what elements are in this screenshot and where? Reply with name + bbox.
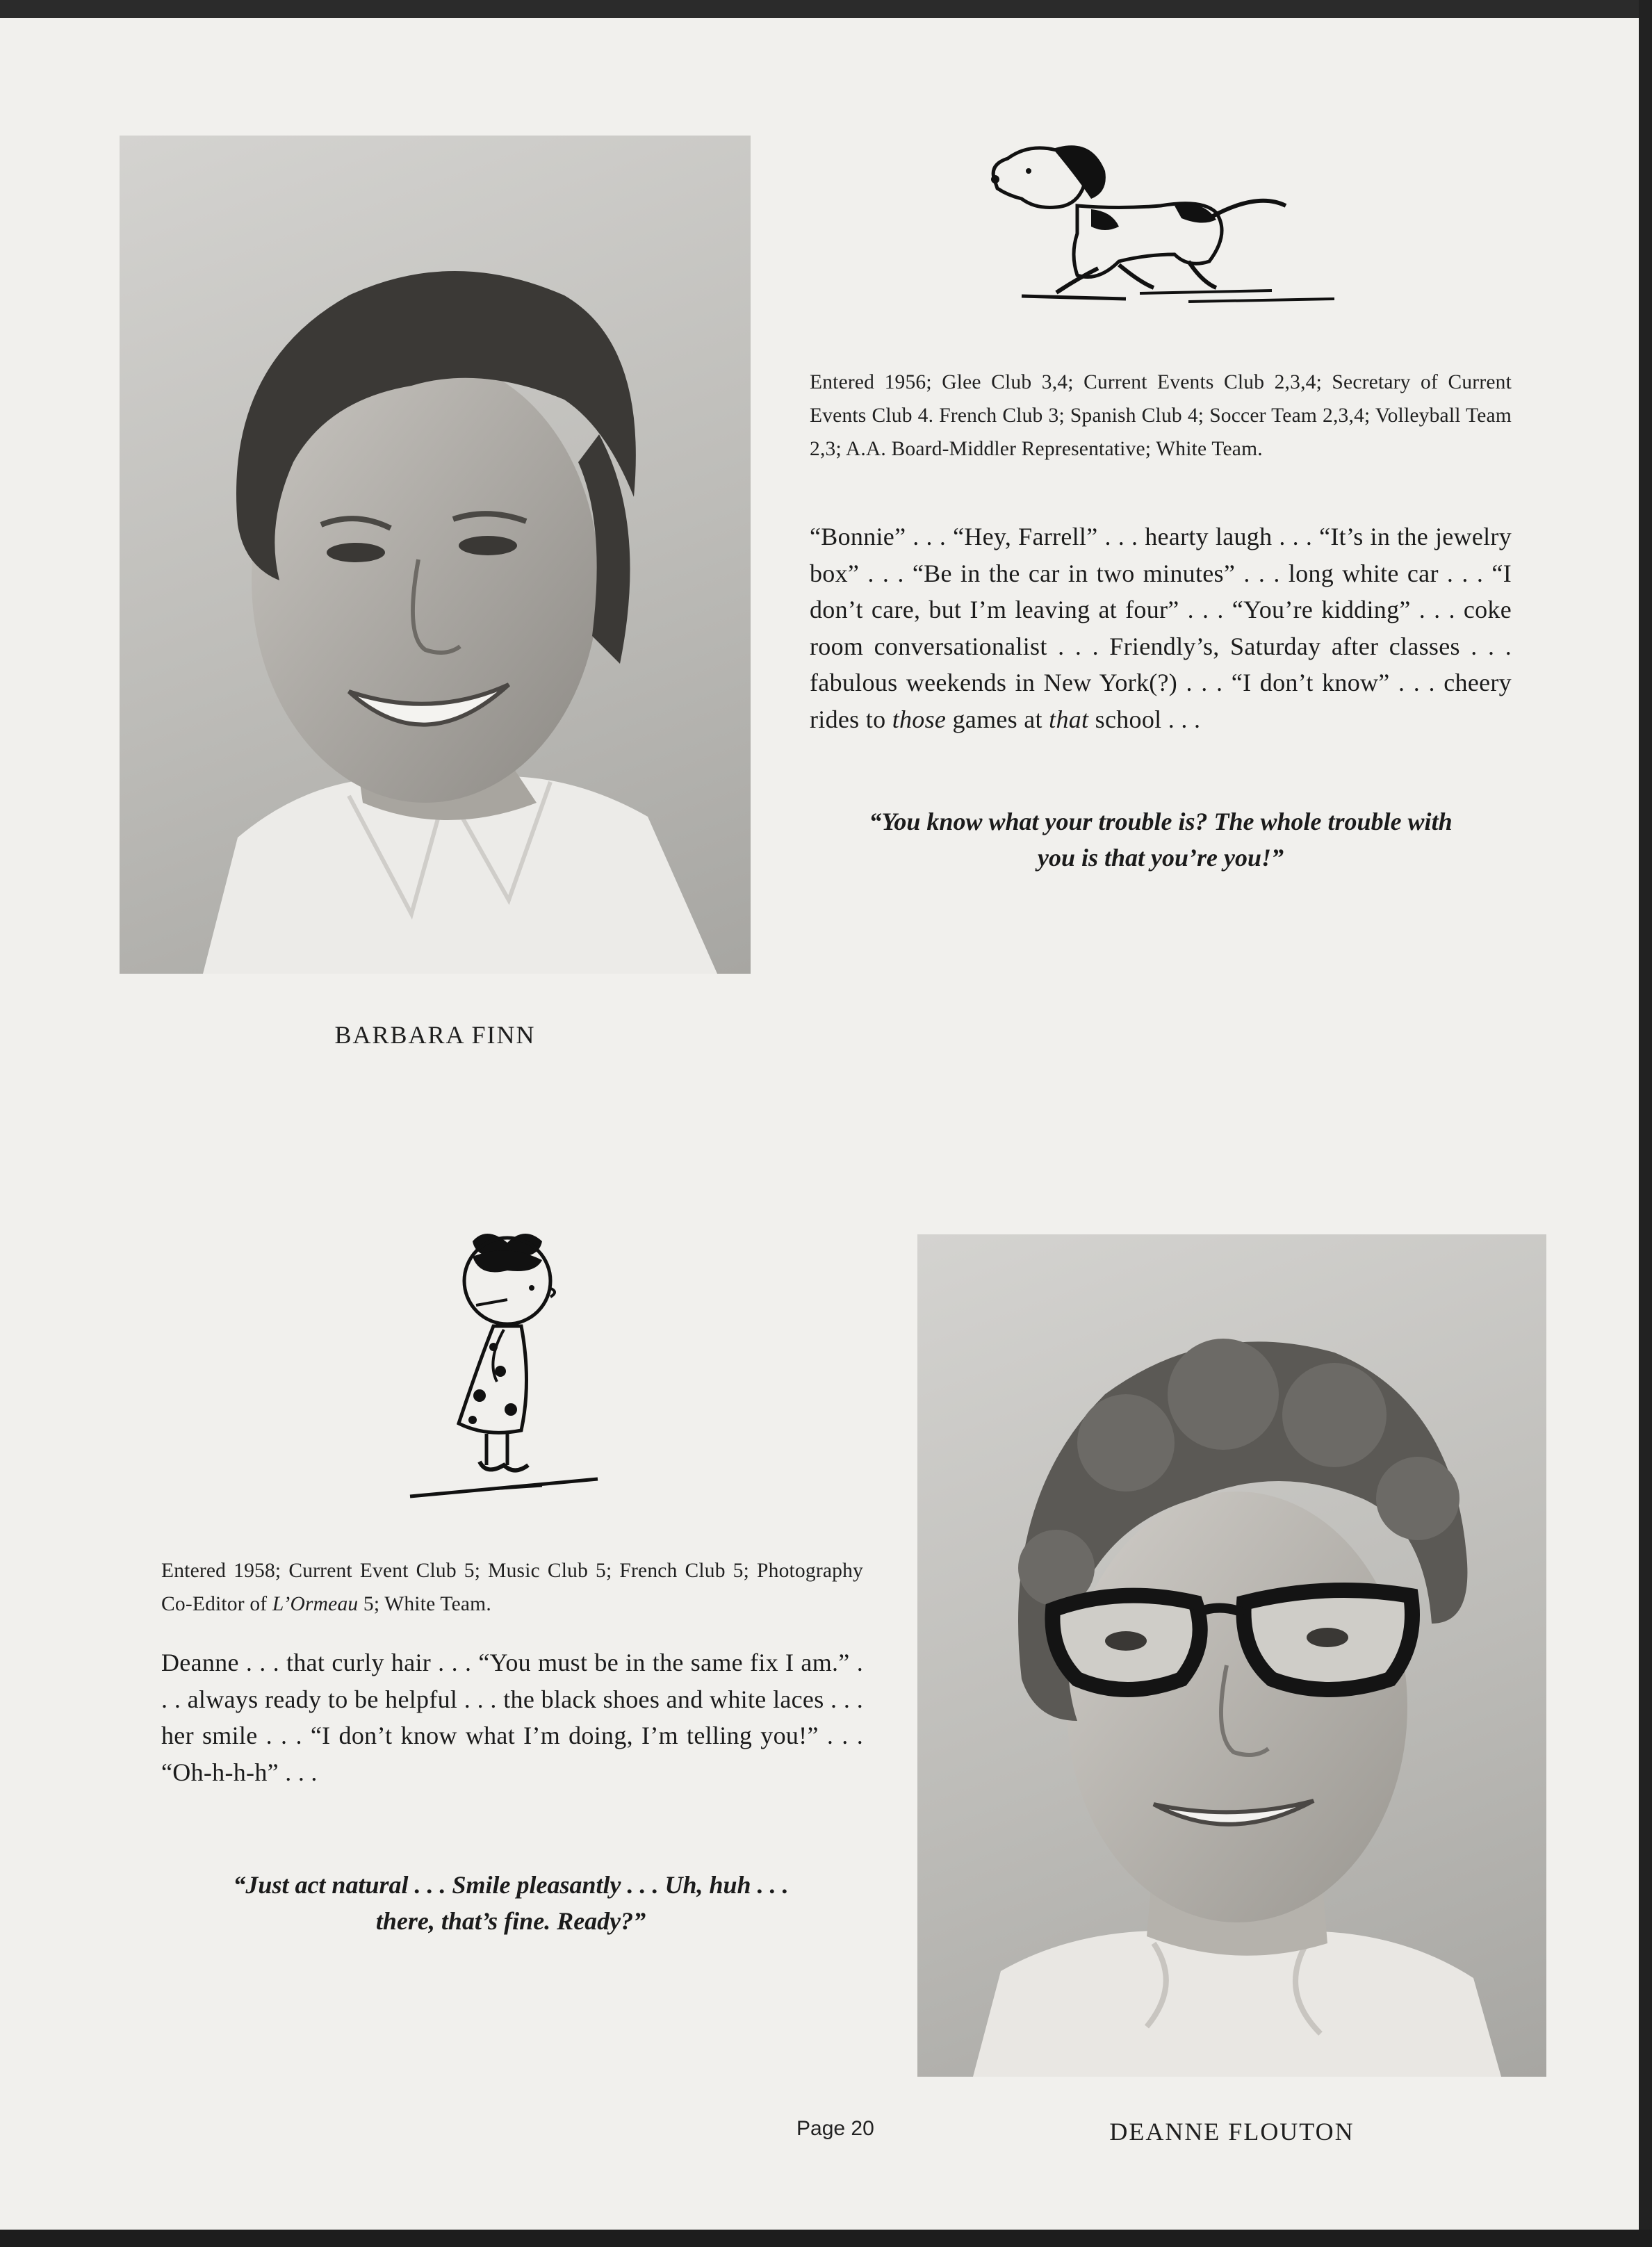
girl-cartoon-icon — [403, 1222, 605, 1535]
yearbook-page — [0, 18, 1639, 2230]
portrait-photo-deanne-flouton — [917, 1234, 1546, 2077]
quote-line-2: there, that’s fine. Ready?” — [375, 1907, 646, 1935]
activities-text-part1: Entered 1958; Current Event Club 5; Music Club 5; French Club 5; Photography Co-Editor of — [161, 1560, 863, 1615]
running-dog-icon — [980, 129, 1341, 310]
student-name-deanne-flouton: DEANNE FLOUTON — [1109, 2118, 1355, 2146]
page-number: Page 20 — [796, 2117, 874, 2140]
activities-text-part2: 5; White Team. — [358, 1593, 491, 1615]
memories-text-part3: school . . . — [1088, 705, 1201, 733]
scan-edge-right — [1639, 0, 1652, 2247]
memories-emphasis-1: those — [892, 705, 947, 733]
memories-text-part2: games at — [946, 705, 1049, 733]
memories-barbara-finn — [810, 518, 1512, 737]
memories-emphasis-2: that — [1049, 705, 1089, 733]
quote-line-1: “You know what your trouble is? The whole trouble with — [869, 808, 1453, 835]
scan-edge-bottom — [0, 2230, 1652, 2247]
memories-text-part1: “Bonnie” . . . “Hey, Farrell” . . . hearty laugh . . . “It’s in the jewelry box” . . . “Be in the car in two minutes” . . . long white car . . . “I don’t care, but I’m leaving at four” . . . “You’re kidding” . . . coke room conversationalist . . . Friendly’s, Saturday after classes . . . fabulous weekends in New York(?) . . . “I don’t know” . . . cheery rides to — [810, 523, 1512, 733]
student-name-barbara-finn: BARBARA FINN — [334, 1021, 536, 1049]
quote-deanne-flouton — [146, 1867, 876, 1939]
activities-emphasis: L’Ormeau — [272, 1593, 359, 1615]
quote-line-2: you is that you’re you!” — [1037, 844, 1284, 872]
memories-deanne-flouton: Deanne . . . that curly hair . . . “You must be in the same fix I am.” . . . always ready to be helpful . . . the black shoes and white laces . . . her smile . . . “I don’t know what I’m doing, I’m telling you!” . . . “Oh-h-h-h” . . . — [161, 1649, 863, 1786]
activities-barbara-finn: Entered 1956; Glee Club 3,4; Current Events Club 2,3,4; Secretary of Current Events Club 4. French Club 3; Spanish Club 4; Soccer Team 2,3,4; Volleyball Team 2,3; A.A. Board-Middler Representative; White Team. — [810, 371, 1512, 460]
portrait-photo-barbara-finn — [120, 136, 751, 974]
quote-barbara-finn — [799, 803, 1522, 876]
activities-deanne-flouton — [161, 1554, 863, 1621]
quote-line-1: “Just act natural . . . Smile pleasantly . . . Uh, huh . . . — [233, 1871, 789, 1899]
